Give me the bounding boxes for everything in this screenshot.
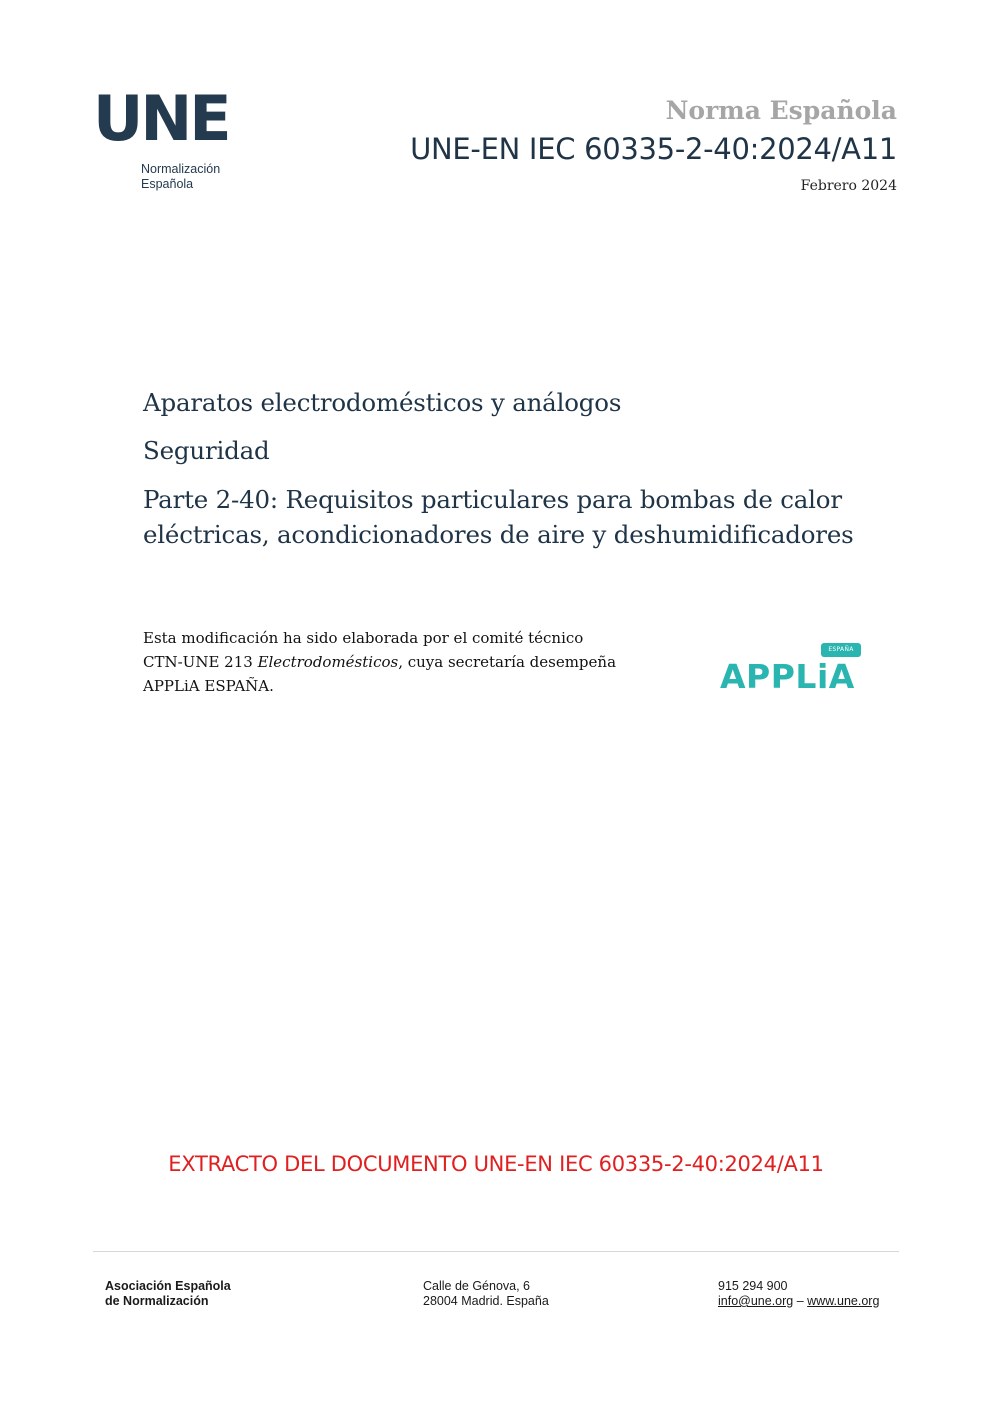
une-logo [93, 82, 243, 198]
footer-address-line1: Calle de Génova, 6 [423, 1279, 531, 1293]
committee-line-3: APPLiA ESPAÑA. [143, 677, 274, 695]
committee-line-2-suffix: , cuya secretaría desempeña [398, 653, 617, 671]
title-line-4: eléctricas, acondicionadores de aire y deshumidificadores [143, 520, 854, 549]
applia-wordmark: APPLiA [720, 657, 855, 696]
une-logo-wordmark: UNE [93, 82, 229, 155]
footer-divider [93, 1251, 899, 1252]
email-link[interactable]: info@une.org [718, 1294, 794, 1308]
title-line-1: Aparatos electrodomésticos y análogos [143, 388, 622, 417]
footer-address-line2: 28004 Madrid. España [423, 1294, 549, 1308]
committee-name: Electrodomésticos [257, 653, 399, 671]
standard-code: UNE-EN IEC 60335-2-40:2024/A11 [410, 132, 897, 166]
footer-contact [718, 1279, 879, 1309]
committee-line-1: Esta modificación ha sido elaborada por el comité técnico [143, 629, 584, 647]
committee-statement [143, 626, 703, 698]
committee-code: CTN-UNE 213 [143, 653, 258, 671]
committee-line-2 [143, 650, 703, 674]
footer-organization [105, 1279, 231, 1309]
title-line-2: Seguridad [143, 436, 270, 465]
website-link[interactable]: www.une.org [807, 1294, 880, 1308]
footer-links [718, 1294, 879, 1309]
footer-org-line2: de Normalización [105, 1294, 209, 1308]
applia-logo [720, 643, 865, 699]
title-line-3: Parte 2-40: Requisitos particulares para bombas de calor [143, 485, 842, 514]
une-logo-subtitle-line2: Española [141, 177, 194, 191]
une-logo-subtitle-line1: Normalización [141, 162, 221, 176]
footer-address [423, 1279, 549, 1309]
footer-org-line1: Asociación Española [105, 1279, 231, 1293]
une-logo-subtitle [141, 162, 220, 192]
publication-date: Febrero 2024 [800, 178, 897, 194]
norma-label: Norma Española [665, 96, 897, 125]
extract-notice: EXTRACTO DEL DOCUMENTO UNE-EN IEC 60335-2-40:2024/A11 [168, 1152, 824, 1176]
footer-phone: 915 294 900 [718, 1279, 788, 1293]
applia-badge: ESPAÑA [821, 643, 861, 657]
footer-link-separator: – [793, 1294, 808, 1308]
